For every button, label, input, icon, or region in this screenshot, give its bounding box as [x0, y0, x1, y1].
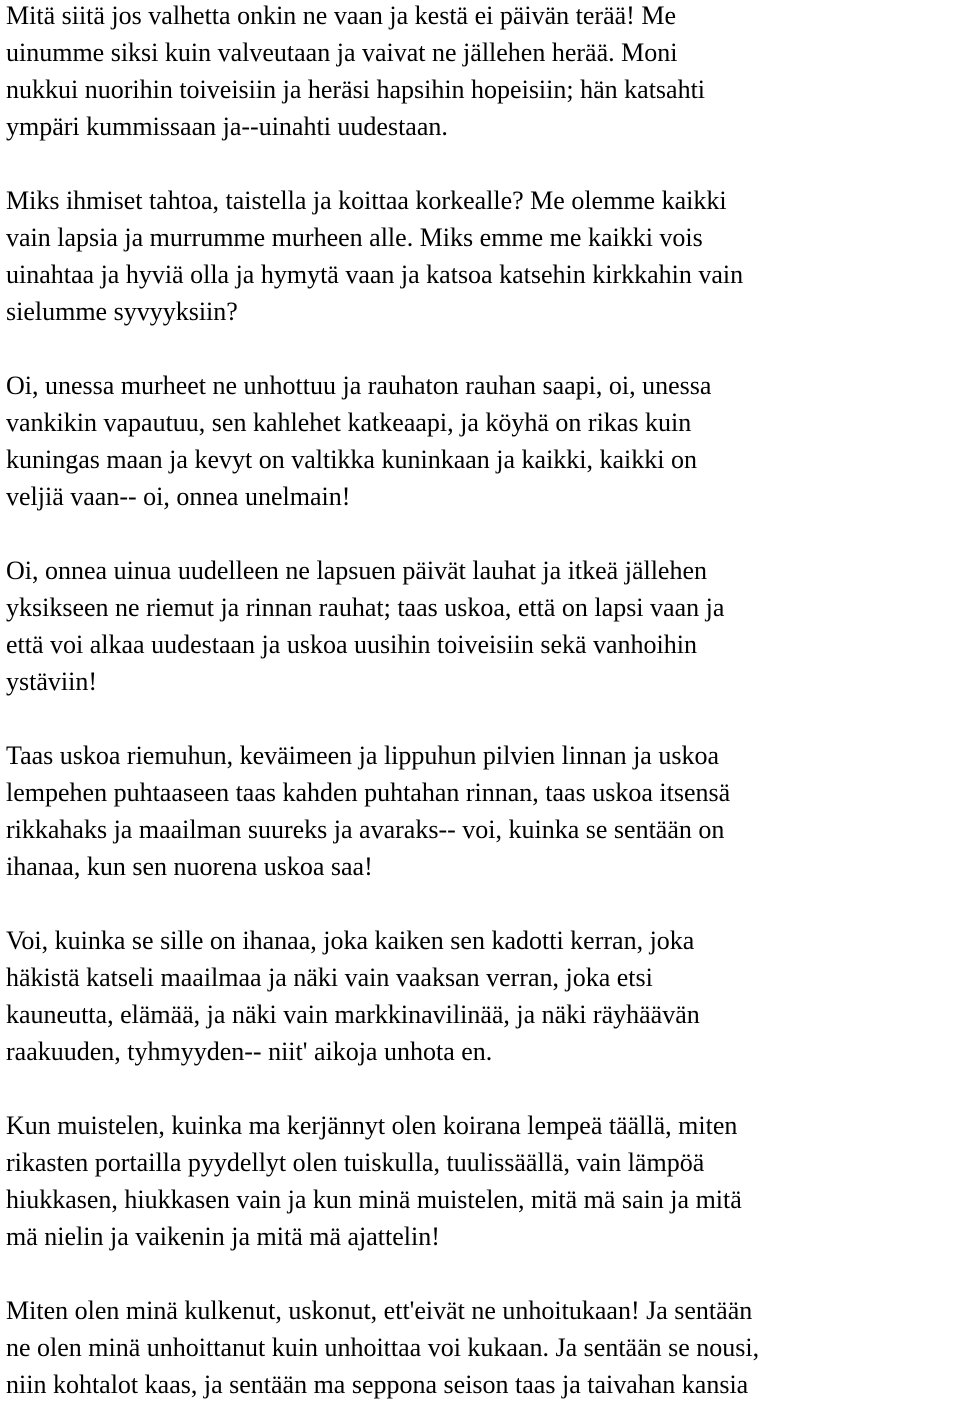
text-line: Voi, kuinka se sille on ihanaa, joka kaiken sen kadotti kerran, joka — [6, 926, 695, 955]
text-line: rikkahaks ja maailman suureks ja avaraks-- voi, kuinka se sentään on — [6, 815, 725, 844]
paragraph-6 — [6, 922, 956, 1070]
text-line: että voi alkaa uudestaan ja uskoa uusihin toiveisiin sekä vanhoihin — [6, 630, 698, 659]
text-line: Kun muistelen, kuinka ma kerjännyt olen koirana lempeä täällä, miten — [6, 1111, 738, 1140]
paragraph-8 — [6, 1292, 956, 1403]
text-line: Oi, onnea uinua uudelleen ne lapsuen päivät lauhat ja itkeä jällehen — [6, 556, 708, 585]
paragraph-spacer — [6, 145, 956, 182]
text-line: kauneutta, elämää, ja näki vain markkinavilinää, ja näki räyhäävän — [6, 1000, 700, 1029]
text-line: ihanaa, kun sen nuorena uskoa saa! — [6, 852, 373, 881]
paragraph-1 — [6, 0, 956, 145]
text-line: Mitä siitä jos valhetta onkin ne vaan ja kestä ei päivän terää! Me — [6, 1, 676, 30]
paragraph-spacer — [6, 1070, 956, 1107]
text-line: hiukkasen, hiukkasen vain ja kun minä muistelen, mitä mä sain ja mitä — [6, 1185, 742, 1214]
paragraph-5 — [6, 737, 956, 885]
text-line: kuningas maan ja kevyt on valtikka kuninkaan ja kaikki, kaikki on — [6, 445, 698, 474]
text-line: Oi, unessa murheet ne unhottuu ja rauhaton rauhan saapi, oi, unessa — [6, 371, 712, 400]
text-line: ystäviin! — [6, 667, 97, 696]
text-line: uinumme siksi kuin valveutaan ja vaivat ne jällehen herää. Moni — [6, 38, 678, 67]
text-line: yksikseen ne riemut ja rinnan rauhat; taas uskoa, että on lapsi vaan ja — [6, 593, 725, 622]
text-line: häkistä katseli maailmaa ja näki vain vaaksan verran, joka etsi — [6, 963, 653, 992]
text-line: ne olen minä unhoittanut kuin unhoittaa voi kukaan. Ja sentään se nousi, — [6, 1333, 760, 1362]
paragraph-7 — [6, 1107, 956, 1255]
paragraph-4 — [6, 552, 956, 700]
document-page — [6, 0, 956, 1403]
text-line: veljiä vaan-- oi, onnea unelmain! — [6, 482, 351, 511]
text-line: uinahtaa ja hyviä olla ja hymytä vaan ja katsoa katsehin kirkkahin vain — [6, 260, 744, 289]
text-line: vain lapsia ja murrumme murheen alle. Miks emme me kaikki vois — [6, 223, 703, 252]
text-line: rikasten portailla pyydellyt olen tuiskulla, tuulissäällä, vain lämpöä — [6, 1148, 705, 1177]
text-line: Miten olen minä kulkenut, uskonut, ett'eivät ne unhoitukaan! Ja sentään — [6, 1296, 753, 1325]
paragraph-spacer — [6, 330, 956, 367]
text-line: raakuuden, tyhmyyden-- niit' aikoja unhota en. — [6, 1037, 493, 1066]
text-line: vankikin vapautuu, sen kahlehet katkeaapi, ja köyhä on rikas kuin — [6, 408, 692, 437]
paragraph-spacer — [6, 1255, 956, 1292]
paragraph-2 — [6, 182, 956, 330]
paragraph-spacer — [6, 515, 956, 552]
text-line: Miks ihmiset tahtoa, taistella ja koittaa korkealle? Me olemme kaikki — [6, 186, 727, 215]
text-line: niin kohtalot kaas, ja sentään ma seppona seison taas ja taivahan kansia — [6, 1370, 749, 1399]
text-line: nukkui nuorihin toiveisiin ja heräsi hapsihin hopeisiin; hän katsahti — [6, 75, 706, 104]
text-line: sielumme syvyyksiin? — [6, 297, 238, 326]
paragraph-spacer — [6, 700, 956, 737]
paragraph-3 — [6, 367, 956, 515]
text-line: ympäri kummissaan ja--uinahti uudestaan. — [6, 112, 448, 141]
text-line: Taas uskoa riemuhun, keväimeen ja lippuhun pilvien linnan ja uskoa — [6, 741, 720, 770]
paragraph-spacer — [6, 885, 956, 922]
text-line: lempehen puhtaaseen taas kahden puhtahan rinnan, taas uskoa itsensä — [6, 778, 731, 807]
text-line: mä nielin ja vaikenin ja mitä mä ajattelin! — [6, 1222, 440, 1251]
